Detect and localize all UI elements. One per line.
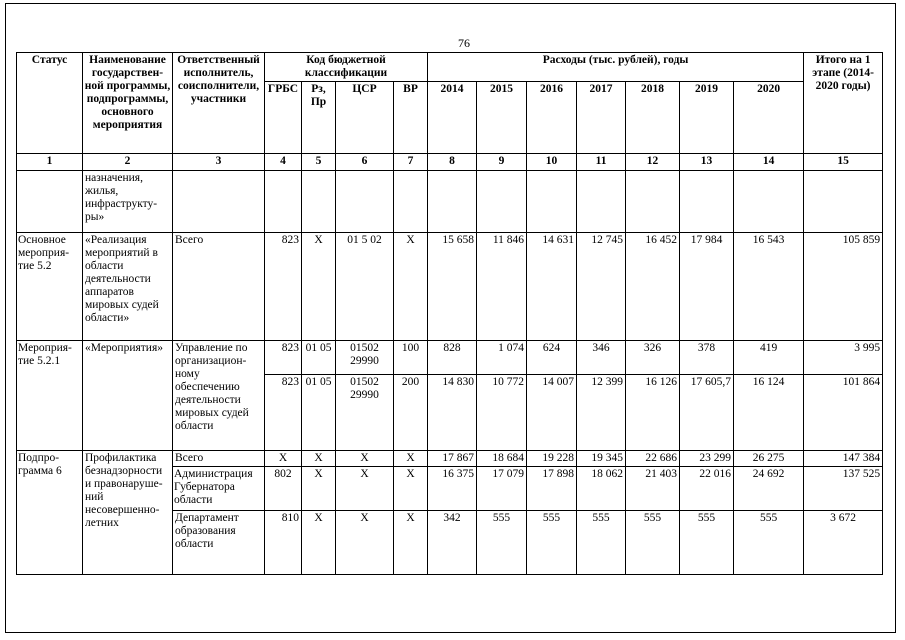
- column-number: 2: [83, 154, 173, 171]
- cell-value: 419: [734, 341, 804, 375]
- cell-executor: Всего: [173, 451, 265, 467]
- cell-executor: Всего: [173, 233, 265, 341]
- cell-csr: Х: [336, 467, 394, 511]
- column-number: 3: [173, 154, 265, 171]
- header-vr: ВР: [394, 82, 428, 154]
- table-row: [17, 341, 883, 375]
- cell-value: 17 867: [428, 451, 477, 467]
- cell-value: 326: [626, 341, 680, 375]
- header-year: 2017: [577, 82, 626, 154]
- header-executor: Ответственный исполнитель, соисполнители, участники: [173, 53, 265, 154]
- cell-value: 624: [527, 341, 577, 375]
- cell-value: 14 830: [428, 375, 477, 451]
- column-number: 1: [17, 154, 83, 171]
- cell-value: 22 016: [680, 467, 734, 511]
- header-year: 2020: [734, 82, 804, 154]
- cell-value: 17 984: [680, 233, 734, 341]
- cell-value: 18 684: [477, 451, 527, 467]
- cell-value: 828: [428, 341, 477, 375]
- cell-value: 24 692: [734, 467, 804, 511]
- cell-rz-pr: Х: [302, 451, 336, 467]
- column-number: 8: [428, 154, 477, 171]
- column-number: 5: [302, 154, 336, 171]
- cell-value: 16 126: [626, 375, 680, 451]
- cell-value: 342: [428, 511, 477, 575]
- page-number: 76: [458, 36, 470, 50]
- cell-value: 16 452: [626, 233, 680, 341]
- column-number: 9: [477, 154, 527, 171]
- cell-grbs: 823: [265, 375, 302, 451]
- cell-rz-pr: Х: [302, 511, 336, 575]
- cell-grbs: Х: [265, 451, 302, 467]
- cell-value: 19 228: [527, 451, 577, 467]
- cell-value: 14 007: [527, 375, 577, 451]
- cell-value: 378: [680, 341, 734, 375]
- cell-value: 11 846: [477, 233, 527, 341]
- cell-total: 3 995: [804, 341, 883, 375]
- cell-name: Профилактика безнадзорности и правонаруше-ний несовершенно-летних: [83, 451, 173, 575]
- cell-value: 23 299: [680, 451, 734, 467]
- cell-total: 105 859: [804, 233, 883, 341]
- cell-value: 14 631: [527, 233, 577, 341]
- column-number: 10: [527, 154, 577, 171]
- cell-rz-pr: Х: [302, 233, 336, 341]
- cell-value: 17 605,7: [680, 375, 734, 451]
- cell-csr: 01 5 02: [336, 233, 394, 341]
- cell-csr: Х: [336, 511, 394, 575]
- cell-rz-pr: 01 05: [302, 341, 336, 375]
- cell-value: 26 275: [734, 451, 804, 467]
- header-budget-code: Код бюджетной классификации: [265, 53, 428, 82]
- cell-value: 12 745: [577, 233, 626, 341]
- cell-value: 22 686: [626, 451, 680, 467]
- column-number: 13: [680, 154, 734, 171]
- cell-value: 1 074: [477, 341, 527, 375]
- cell-executor: Администрация Губернатора области: [173, 467, 265, 511]
- column-number: 15: [804, 154, 883, 171]
- cell-csr: Х: [336, 451, 394, 467]
- column-numbers-row: [17, 154, 883, 171]
- cell-value: 16 543: [734, 233, 804, 341]
- header-grbs: ГРБС: [265, 82, 302, 154]
- table-row: [17, 451, 883, 467]
- header-year: 2019: [680, 82, 734, 154]
- cell-total: 147 384: [804, 451, 883, 467]
- cell-name: «Реализация мероприятий в области деятельности аппаратов мировых судей области»: [83, 233, 173, 341]
- cell-value: 18 062: [577, 467, 626, 511]
- cell-value: 555: [477, 511, 527, 575]
- cell-value: 16 124: [734, 375, 804, 451]
- cell-name: назначения, жилья, инфраструкту-ры»: [83, 171, 173, 233]
- table-row: [17, 233, 883, 341]
- cell-value: 21 403: [626, 467, 680, 511]
- header-rz-pr: Рз, Пр: [302, 82, 336, 154]
- cell-value: 555: [577, 511, 626, 575]
- cell-executor: Департамент образования области: [173, 511, 265, 575]
- cell-rz-pr: Х: [302, 467, 336, 511]
- cell-value: 17 898: [527, 467, 577, 511]
- cell-status: Мероприя-тие 5.2.1: [17, 341, 83, 451]
- header-total: Итого на 1 этапе (2014-2020 годы): [804, 53, 883, 154]
- cell-total: 137 525: [804, 467, 883, 511]
- cell-value: 16 375: [428, 467, 477, 511]
- cell-value: 555: [680, 511, 734, 575]
- header-year: 2015: [477, 82, 527, 154]
- cell-grbs: 823: [265, 341, 302, 375]
- cell-status: Подпро-грамма 6: [17, 451, 83, 575]
- header-year: 2014: [428, 82, 477, 154]
- cell-value: 555: [527, 511, 577, 575]
- column-number: 11: [577, 154, 626, 171]
- cell-value: 10 772: [477, 375, 527, 451]
- cell-status: [17, 171, 83, 233]
- cell-csr: 01502 29990: [336, 341, 394, 375]
- cell-executor: Управление по организацион-ному обеспечению деятельности мировых судей области: [173, 341, 265, 451]
- cell-csr: 01502 29990: [336, 375, 394, 451]
- cell-vr: Х: [394, 451, 428, 467]
- cell-status: Основное мероприя-тие 5.2: [17, 233, 83, 341]
- cell-value: 19 345: [577, 451, 626, 467]
- cell-total: 3 672: [804, 511, 883, 575]
- cell-value: 15 658: [428, 233, 477, 341]
- cell-value: 346: [577, 341, 626, 375]
- column-number: 7: [394, 154, 428, 171]
- cell-grbs: 802: [265, 467, 302, 511]
- cell-rz-pr: 01 05: [302, 375, 336, 451]
- cell-value: 555: [734, 511, 804, 575]
- header-year: 2016: [527, 82, 577, 154]
- cell-vr: 200: [394, 375, 428, 451]
- column-number: 4: [265, 154, 302, 171]
- cell-name: «Мероприятия»: [83, 341, 173, 451]
- cell-vr: 100: [394, 341, 428, 375]
- column-number: 6: [336, 154, 394, 171]
- cell-value: 555: [626, 511, 680, 575]
- cell-value: 17 079: [477, 467, 527, 511]
- cell-grbs: 810: [265, 511, 302, 575]
- column-number: 14: [734, 154, 804, 171]
- cell-vr: Х: [394, 511, 428, 575]
- budget-table: [16, 52, 883, 575]
- header-program-name: Наименование государствен-ной программы, подпрограммы, основного мероприятия: [83, 53, 173, 154]
- header-expenses: Расходы (тыс. рублей), годы: [428, 53, 804, 82]
- cell-vr: Х: [394, 467, 428, 511]
- header-csr: ЦСР: [336, 82, 394, 154]
- header-status: Статус: [17, 53, 83, 154]
- column-number: 12: [626, 154, 680, 171]
- cell-value: 12 399: [577, 375, 626, 451]
- cell-total: 101 864: [804, 375, 883, 451]
- cell-grbs: 823: [265, 233, 302, 341]
- header-row-1: [17, 53, 883, 82]
- cell-vr: Х: [394, 233, 428, 341]
- header-year: 2018: [626, 82, 680, 154]
- table-row: [17, 171, 883, 233]
